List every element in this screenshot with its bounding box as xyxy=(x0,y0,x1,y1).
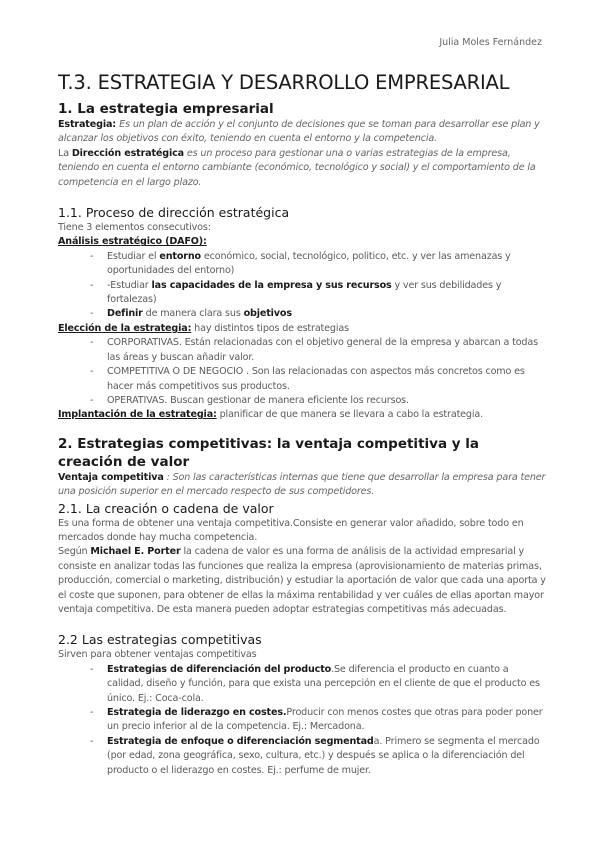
text: Sirven para obtener ventajas competitivas xyxy=(58,649,257,661)
paragraph xyxy=(58,545,546,617)
author-name: Julia Moles Fernández xyxy=(439,37,542,48)
bold-text: objetivos xyxy=(243,308,292,320)
paragraph xyxy=(58,648,546,662)
paragraph xyxy=(58,471,546,500)
subsection-heading: 2.1. La creación o cadena de valor xyxy=(58,500,274,516)
underlined-label: Análisis estratégico (DAFO): xyxy=(58,236,207,248)
underlined-label: Elección de la estrategia: xyxy=(58,322,192,334)
text: económico, social, tecnológico, politico, etc. y ver las amenazas y oportunidades del entorno) xyxy=(107,250,511,277)
text: hay distintos tipos de estrategias xyxy=(191,322,349,334)
text: -Estudiar xyxy=(107,279,152,291)
text: a. Primero se segmenta el mercado (por edad, zona geográfica, sexo, cultura, etc.) y después se aplica o la diferenciación del producto o el liderazgo en costes. Ej.: perfume de mujer. xyxy=(107,735,540,776)
paragraph xyxy=(58,322,546,336)
list-item xyxy=(58,706,546,735)
section-heading: 2. Estrategias competitivas: la ventaja competitiva y la creación de valor xyxy=(58,435,479,470)
spacer xyxy=(58,617,546,631)
document-content xyxy=(58,100,546,778)
bold-text: las capacidades de la empresa y sus recursos xyxy=(151,279,392,291)
paragraph xyxy=(58,147,546,190)
italic-text: : Son las características internas que tiene que desarrollar la empresa para tener una posición superior en el mercado respecto de sus competidores. xyxy=(58,471,546,498)
subsection-heading: 2.2 Las estrategias competitivas xyxy=(58,632,262,648)
text: Según xyxy=(58,546,91,558)
document-body xyxy=(58,70,546,778)
text: Producir con menos costes que otras para poder poner un precio inferior al de la competencia. Ej.: Mercadona. xyxy=(107,707,543,733)
spacer xyxy=(58,423,546,435)
text: COMPETITIVA O DE NEGOCIO . Son las relacionadas con aspectos más concretos como es hacer más competitivos sus productos. xyxy=(107,366,525,392)
bold-text: Estrategia: xyxy=(58,119,120,130)
text: OPERATIVAS. Buscan gestionar de manera eficiente los recursos. xyxy=(107,394,409,406)
list-item xyxy=(58,663,546,706)
document-title: T.3. ESTRATEGIA Y DESARROLLO EMPRESARIAL xyxy=(58,71,510,94)
text: planificar de que manera se llevara a cabo la estrategia. xyxy=(216,409,484,421)
text: Estudiar el xyxy=(107,250,160,262)
paragraph xyxy=(58,221,546,235)
section-heading: 1. La estrategia empresarial xyxy=(58,101,274,117)
text: La xyxy=(58,147,72,159)
paragraph xyxy=(58,408,546,422)
bold-text: Michael E. Porter xyxy=(90,546,181,558)
text: la cadena de valor es una forma de análisis de la actividad empresarial y consiste en analizar todas las funciones que realiza la empresa (aprovisionamiento de materias primas, producción, comercial o marketing, distribución) y estudiar la aportación de valor que cada una aporta y el coste que suponen, para obtener de ellas la máxima rentabilidad y ver cuáles de ellas aportan mayor ventaja competitiva. De esta manera pueden adoptar estrategias competitivas más adecuadas. xyxy=(58,546,546,615)
list-item xyxy=(58,394,546,408)
list-item xyxy=(58,365,546,394)
bold-text: Estrategia de enfoque o diferenciación segmentad xyxy=(107,735,374,747)
paragraph xyxy=(58,517,546,546)
text: .Se diferencia el producto en cuanto a calidad, diseño y función, para que exista una percepción en el cliente de que el producto es único. Ej.: Coca-cola. xyxy=(107,663,540,704)
list-item xyxy=(58,735,546,778)
bold-text: entorno xyxy=(159,250,201,262)
bold-text: Ventaja competitiva xyxy=(58,471,164,483)
text: Es una forma de obtener una ventaja competitiva.Consiste en generar valor añadido, sobre todo en mercados donde hay mucha competencia. xyxy=(58,517,524,543)
bold-text: Estrategias de diferenciación del producto xyxy=(107,663,332,675)
subsection-heading: 1.1. Proceso de dirección estratégica xyxy=(58,205,290,221)
paragraph xyxy=(58,118,546,147)
spacer xyxy=(58,190,546,204)
list-item xyxy=(58,279,546,308)
italic-text: Es un plan de acción y el conjunto de decisiones que se toman para desarrollar ese plan y alcanzar los objetivos con éxito, teniendo en cuenta el entorno y la competencia. xyxy=(58,119,540,145)
list-item xyxy=(58,336,546,365)
text: CORPORATIVAS. Están relacionadas con el objetivo general de la empresa y abarcan a todas las áreas y buscan añadir valor. xyxy=(107,337,538,363)
bold-text: Definir xyxy=(107,308,143,320)
underlined-label: Implantación de la estrategia: xyxy=(58,409,217,421)
paragraph xyxy=(58,235,546,249)
italic-text: es un proceso para gestionar una o varias estrategias de la empresa, teniendo en cuenta el entorno cambiante (económico, tecnológico y social) y el comportamiento de la competencia en el largo plazo. xyxy=(58,147,536,188)
bold-text: Estrategia de liderazgo en costes. xyxy=(107,707,287,718)
text: y ver sus debilidades y fortalezas) xyxy=(107,279,502,306)
text: de manera clara sus xyxy=(142,308,244,320)
bold-text: Dirección estratégica xyxy=(71,147,185,159)
list-item xyxy=(58,307,546,321)
list-item xyxy=(58,250,546,279)
text: Tiene 3 elementos consecutivos: xyxy=(58,222,211,234)
